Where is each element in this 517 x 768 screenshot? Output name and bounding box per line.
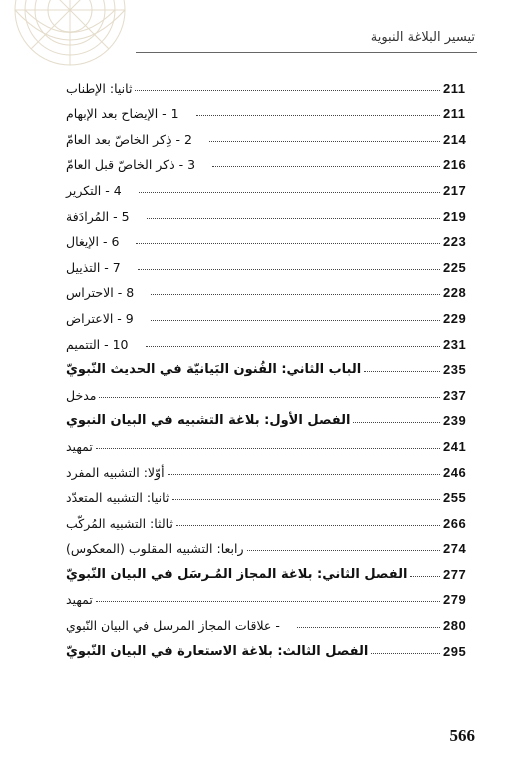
dot-leader (371, 653, 440, 654)
dot-leader (96, 448, 440, 449)
toc-entry (62, 352, 477, 378)
toc-entry-page: 235 (443, 362, 467, 378)
toc-entry-page: 216 (443, 157, 467, 173)
toc-entry (62, 531, 477, 557)
dot-leader (135, 90, 440, 91)
toc-entry-page: 277 (443, 566, 467, 582)
toc-entry-page: 280 (443, 618, 467, 634)
toc-entry-label: 2 - ذِكر الخاصّ بعد العامّ (66, 131, 192, 147)
dot-leader (196, 115, 440, 116)
toc-entry-label: تمهيد (66, 438, 93, 454)
toc-entry-label: ثانيا: التشبيه المتعدّد (66, 490, 170, 506)
dot-leader (151, 294, 440, 295)
toc-entry (62, 454, 477, 480)
toc-entry-label: ثالثا: التشبيه المُركّب (66, 515, 173, 531)
toc-entry-page: 239 (443, 413, 467, 429)
toc-entry-page: 228 (443, 285, 467, 301)
toc-entry-page: 266 (443, 515, 467, 531)
toc-entry (62, 428, 477, 454)
toc-entry-label: 4 - التكرير (66, 182, 122, 198)
toc-entry-label: الفصل الأول: بلاغة التشبيه في البيان النبوي (66, 413, 351, 429)
dot-leader (176, 525, 440, 526)
dot-leader (172, 499, 440, 500)
running-header: تيسير البلاغة النبوية (370, 30, 475, 45)
corner-ornament (0, 0, 150, 80)
toc-entry-page: 255 (443, 490, 467, 506)
toc-entry-page: 237 (443, 387, 467, 403)
toc-entry (62, 198, 477, 224)
toc-entry (62, 275, 477, 301)
toc-entry-page: 214 (443, 131, 467, 147)
toc-entry-label: رابعا: التشبيه المقلوب (المعكوس) (66, 541, 244, 557)
page-number: 566 (449, 726, 475, 745)
toc-entry-label: 1 - الإيضاح بعد الإبهام (66, 106, 179, 122)
dot-leader (209, 141, 440, 142)
toc-entry (62, 607, 477, 633)
dot-leader (139, 192, 440, 193)
toc-entry-page: 219 (443, 208, 467, 224)
toc-entry-label: 9 - الاعتراض (66, 310, 134, 326)
toc-entry (62, 377, 477, 403)
toc-entry-page: 223 (443, 234, 467, 250)
toc-entry (62, 505, 477, 531)
toc-entry-label: 7 - التذييل (66, 259, 121, 275)
table-of-contents (62, 70, 477, 659)
toc-entry-page: 246 (443, 464, 467, 480)
toc-entry-page: 217 (443, 182, 467, 198)
toc-entry (62, 326, 477, 352)
toc-entry (62, 582, 477, 608)
header-rule (136, 52, 477, 53)
dot-leader (410, 576, 440, 577)
toc-entry-label: الفصل الثالث: بلاغة الاستعارة في البيان النّبويّ (66, 643, 369, 659)
dot-leader (146, 346, 440, 347)
dot-leader (138, 269, 440, 270)
toc-entry (62, 70, 477, 96)
dot-leader (168, 474, 440, 475)
toc-entry-page: 295 (443, 643, 467, 659)
toc-entry (62, 96, 477, 122)
toc-entry-label: 6 - الإيغال (66, 234, 120, 250)
toc-entry-page: 225 (443, 259, 467, 275)
toc-entry-label: مدخل (66, 387, 97, 403)
toc-entry (62, 121, 477, 147)
toc-entry-label: 5 - المُرادَفة (66, 208, 130, 224)
toc-entry-page: 274 (443, 541, 467, 557)
toc-entry (62, 633, 477, 659)
toc-entry-page: 231 (443, 336, 467, 352)
dot-leader (147, 218, 440, 219)
dot-leader (151, 320, 440, 321)
toc-entry-page: 229 (443, 310, 467, 326)
dot-leader (99, 397, 440, 398)
dot-leader (136, 243, 440, 244)
dot-leader (212, 166, 440, 167)
dot-leader (364, 371, 440, 372)
dot-leader (297, 627, 440, 628)
toc-entry-label: 3 - ذكر الخاصّ قبل العامّ (66, 157, 196, 173)
toc-entry (62, 224, 477, 250)
dot-leader (247, 550, 440, 551)
toc-entry (62, 480, 477, 506)
toc-entry-page: 211 (443, 80, 466, 96)
toc-entry-label: الفصل الثاني: بلاغة المجاز المُـرسَل في البيان النّبويّ (66, 566, 408, 582)
dot-leader (353, 422, 440, 423)
toc-entry-page: 279 (443, 592, 467, 608)
toc-entry-page: 211 (443, 106, 466, 122)
toc-entry-label: ثانيا: الإطناب (66, 80, 133, 96)
toc-entry (62, 147, 477, 173)
toc-entry (62, 300, 477, 326)
toc-entry (62, 556, 477, 582)
toc-entry (62, 249, 477, 275)
toc-entry (62, 172, 477, 198)
toc-entry-label: 10 - التتميم (66, 336, 129, 352)
toc-entry-page: 241 (443, 438, 467, 454)
dot-leader (96, 601, 440, 602)
toc-entry (62, 403, 477, 429)
toc-entry-label: 8 - الاحتراس (66, 285, 135, 301)
toc-entry-label: تمهيد (66, 592, 93, 608)
toc-entry-label: أوّلا: التشبيه المفرد (66, 464, 165, 480)
toc-entry-label: الباب الثاني: الفُنون البَيانيّة في الحديث النّبويّ (66, 362, 362, 378)
toc-entry-label: - علاقات المجاز المرسل في البيان النّبوي (66, 618, 280, 634)
